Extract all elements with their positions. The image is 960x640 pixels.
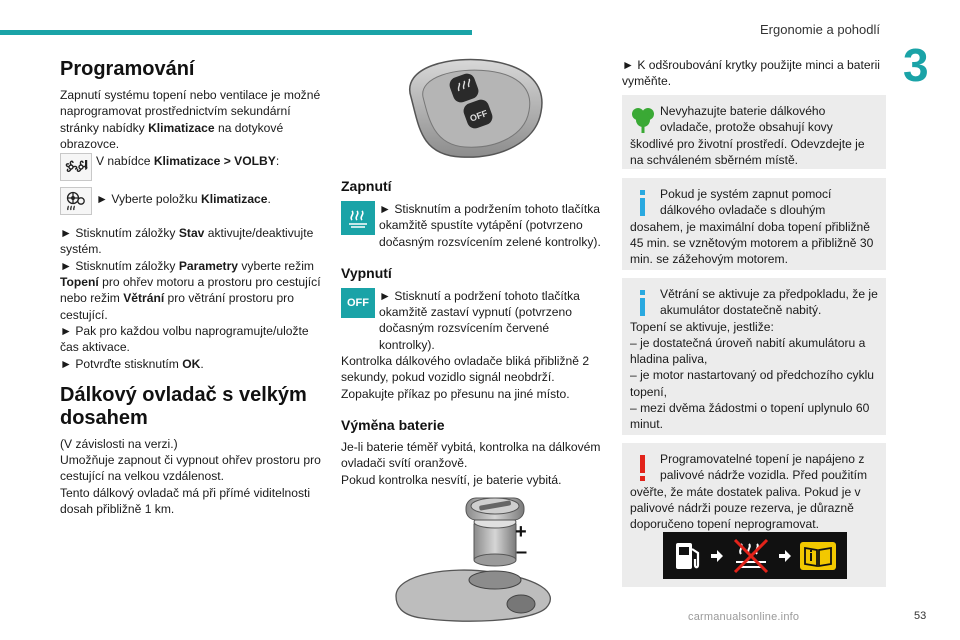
battery-low-text: Je-li baterie téměř vybitá, kontrolka na dálkovém ovladači svítí oranžově. [341, 439, 601, 471]
on-step: ► Stisknutím a podržením tohoto tlačítka okamžitě spustíte vytápění (potvrzeno dočasným rozsvícením zelené kontrolky). [341, 201, 603, 250]
remote-off-label: OFF [468, 108, 489, 124]
arrow-right-icon [710, 549, 724, 563]
off-retry-text: Zopakujte příkaz po přesunu na jiné místo. [341, 386, 570, 401]
off-step: OFF ► Stisknutí a podržení tohoto tlačítka okamžitě zastaví vypnutí (potvrzeno dočasným rozsvícením červené kontrolky). [341, 288, 603, 353]
plus-sign: + [515, 520, 527, 543]
off-heading: Vypnutí [341, 264, 392, 281]
parametry-step: ► Stisknutím záložky Parametry vyberte režim Topení pro ohřev motoru a prostoru pro cestující nebo režim Větrání pro větrání prostoru pro cestující. [60, 258, 321, 322]
section-title: Ergonomie a pohodlí [760, 22, 880, 37]
programming-intro: Zapnutí systému topení nebo ventilace je možné naprogramovat prostřednictvím sekundární stránky nabídky Klimatizace na dotykové obrazovce. [60, 88, 321, 151]
remote-range: Tento dálkový ovladač má při přímé viditelnosti dosah přibližně 1 km. [60, 485, 311, 517]
fuel-pump-icon [673, 539, 703, 573]
remote-illustration [341, 57, 603, 165]
header-accent-bar [0, 30, 472, 35]
warning-exclamation-icon [630, 453, 656, 483]
battery-illustration [341, 496, 603, 624]
unscrew-step: ► K odšroubování krytky použijte minci a baterii vyměňte. [622, 58, 880, 89]
eco-leaf-icon [630, 105, 656, 135]
save-step: ► Pak pro každou volbu naprogramujte/uložte čas aktivace. [60, 323, 309, 355]
info-icon [630, 188, 656, 218]
arrow-right-icon [778, 549, 792, 563]
stav-step: ► Stisknutím záložky Stav aktivujte/deaktivujte systém. [60, 226, 314, 257]
info-note-conditions: Větrání se aktivuje za předpokladu, že je akumulátor dostatečně nabitý. Topení se aktivuje, jestliže: – je dostatečná úroveň nabití akumulátoru a hladina paliva, – je motor nastartovaný od předchozího cyklu topení, – mezi dvěma žádostmi o topení uplynulo 60 minut. [622, 278, 886, 435]
middle-column [341, 57, 603, 624]
heating-crossed-icon [731, 538, 771, 574]
eco-note: Nevyhazujte baterie dálkového ovladače, protože obsahují kovy škodlivé pro životní prostředí. Odevzdejte je na schváleném sběrném místě. [622, 95, 886, 169]
remote-version: (V závislosti na verzi.) [60, 436, 178, 451]
heating-button-icon [341, 201, 375, 235]
off-blink-text: Kontrolka dálkového ovladače bliká přibližně 2 sekundy, pokud vozidlo signál neobdrží. [341, 354, 590, 385]
select-step: ► Vyberte položku Klimatizace. [60, 187, 322, 215]
off-button-icon: OFF [341, 288, 375, 318]
battery-heading: Výměna baterie [341, 416, 445, 433]
battery-dead-text: Pokud kontrolka nesvítí, je baterie vybitá. [341, 472, 562, 487]
confirm-step: ► Potvrďte stisknutím OK. [60, 356, 204, 371]
on-heading: Zapnutí [341, 178, 392, 194]
manual-book-icon [799, 541, 837, 571]
remote-heading: Dálkový ovladač s velkým dosahem [60, 383, 307, 429]
watermark: carmanualsonline.info [688, 611, 800, 623]
programming-heading: Programování [60, 58, 195, 80]
fan-heat-icon [60, 187, 92, 215]
chapter-number: 3 [903, 39, 929, 91]
fuel-warning-pictogram [663, 532, 847, 579]
climate-fan-icon [60, 153, 92, 181]
warning-note: Programovatelné topení je napájeno z palivové nádrže vozidla. Před použitím ověřte, že máte dostatek paliva. Pokud je v palivové nádrži pouze rezerva, je důrazně doporučeno topení neprogramovat. [622, 443, 886, 587]
remote-desc: Umožňuje zapnout či vypnout ohřev prostoru pro cestující na velkou vzdálenost. [60, 453, 321, 484]
info-note-duration: Pokud je systém zapnut pomocí dálkového ovladače s dlouhým dosahem, je maximální doba topení přibližně 45 min. se vznětovým motorem a přibližně 30 min. se zážehovým motorem. [622, 178, 886, 270]
minus-sign: – [516, 540, 528, 563]
info-icon [630, 288, 656, 318]
page-number: 53 [914, 610, 927, 622]
menu-step: V nabídce Klimatizace > VOLBY: [60, 153, 322, 181]
left-column [60, 57, 322, 517]
